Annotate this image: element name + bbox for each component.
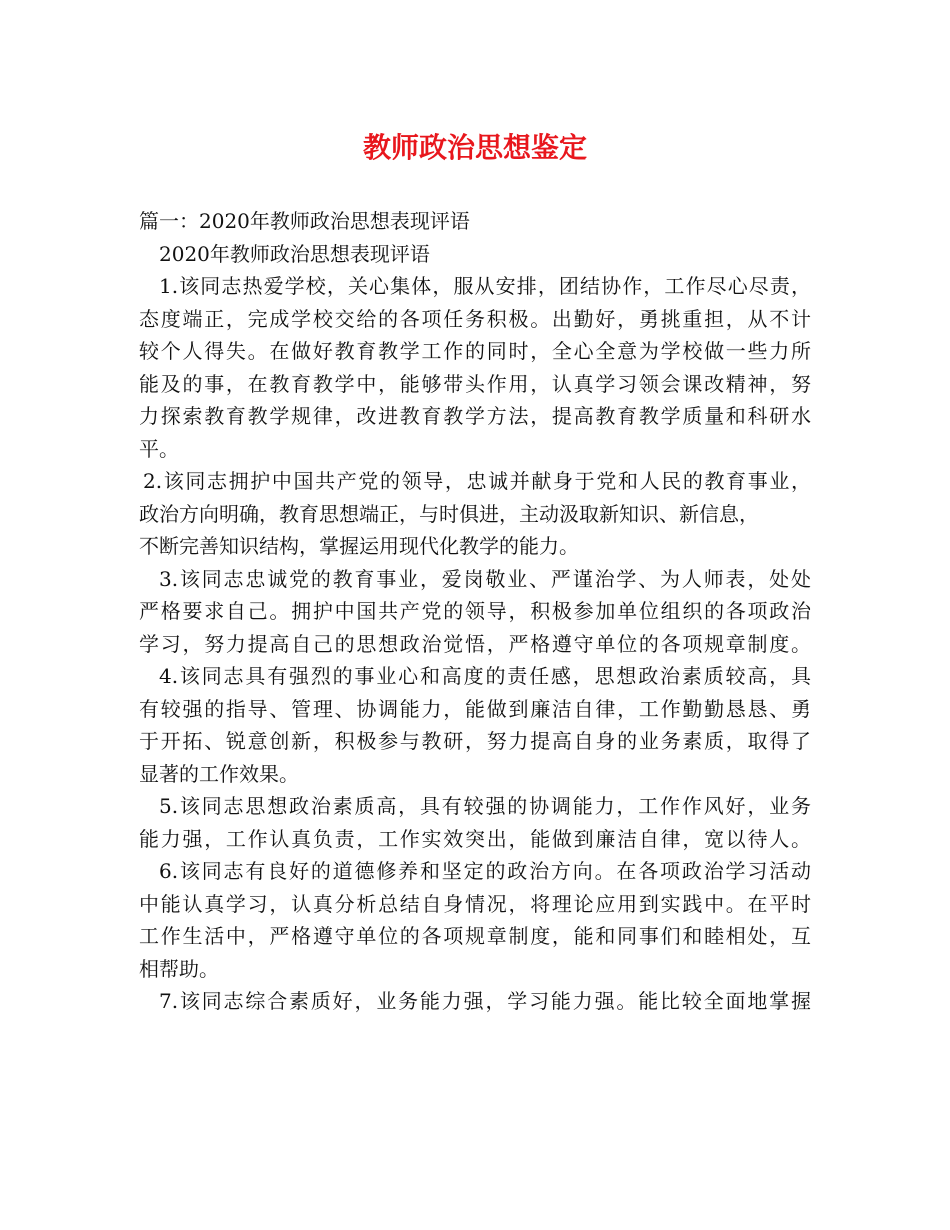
paragraph-line: 学习，努力提高自己的思想政治觉悟，严格遵守单位的各项规章制度。 bbox=[139, 631, 811, 656]
paragraph-line: 态度端正，完成学校交给的各项任务积极。出勤好，勇挑重担，从不计 bbox=[139, 306, 811, 331]
paragraph-line: 严格要求自己。拥护中国共产党的领导，积极参加单位组织的各项政治 bbox=[139, 599, 811, 623]
paragraph-line: 能及的事，在教育教学中，能够带头作用，认真学习领会课改精神，努 bbox=[139, 371, 811, 396]
paragraph-line: 政治方向明确，教育思想端正，与时俱进，主动汲取新知识、新信息， bbox=[139, 501, 759, 526]
paragraph-line: 较个人得失。在做好教育教学工作的同时，全心全意为学校做一些力所 bbox=[139, 339, 811, 363]
paragraph-line: 2.该同志拥护中国共产党的领导，忠诚并献身于党和人民的教育事业， bbox=[143, 469, 811, 493]
paragraph-line: 2020年教师政治思想表现评语 bbox=[159, 241, 430, 266]
document-body bbox=[139, 205, 811, 1018]
paragraph-line: 于开拓、锐意创新，积极参与教研，努力提高自身的业务素质，取得了 bbox=[139, 729, 811, 753]
paragraph-line: 1.该同志热爱学校，关心集体，服从安排，团结协作，工作尽心尽责， bbox=[159, 274, 811, 298]
paragraph-line: 工作生活中，严格遵守单位的各项规章制度，能和同事们和睦相处，互 bbox=[139, 924, 811, 948]
document-title: 教师政治思想鉴定 bbox=[362, 131, 587, 164]
paragraph-line: 4.该同志具有强烈的事业心和高度的责任感，思想政治素质较高，具 bbox=[159, 664, 811, 688]
paragraph-line: 6.该同志有良好的道德修养和坚定的政治方向。在各项政治学习活动 bbox=[159, 859, 811, 883]
paragraph-line: 显著的工作效果。 bbox=[139, 761, 299, 786]
paragraph-line: 能力强，工作认真负责，工作实效突出，能做到廉洁自律，宽以待人。 bbox=[139, 826, 811, 851]
paragraph-line: 有较强的指导、管理、协调能力，能做到廉洁自律，工作勤勤恳恳、勇 bbox=[139, 696, 811, 721]
paragraph-line: 不断完善知识结构，掌握运用现代化教学的能力。 bbox=[139, 534, 579, 558]
paragraph-line: 力探索教育教学规律，改进教育教学方法，提高教育教学质量和科研水 bbox=[139, 404, 811, 428]
paragraph-line: 相帮助。 bbox=[139, 956, 219, 981]
paragraph-line: 篇一：2020年教师政治思想表现评语 bbox=[139, 209, 470, 233]
paragraph-line: 5.该同志思想政治素质高，具有较强的协调能力，工作作风好，业务 bbox=[159, 794, 811, 818]
paragraph-line: 平。 bbox=[139, 436, 179, 461]
paragraph-line: 3.该同志忠诚党的教育事业，爱岗敬业、严谨治学、为人师表，处处 bbox=[159, 566, 811, 591]
paragraph-line: 7.该同志综合素质好，业务能力强，学习能力强。能比较全面地掌握 bbox=[159, 989, 811, 1013]
paragraph-line: 中能认真学习，认真分析总结自身情况，将理论应用到实践中。在平时 bbox=[139, 891, 811, 916]
